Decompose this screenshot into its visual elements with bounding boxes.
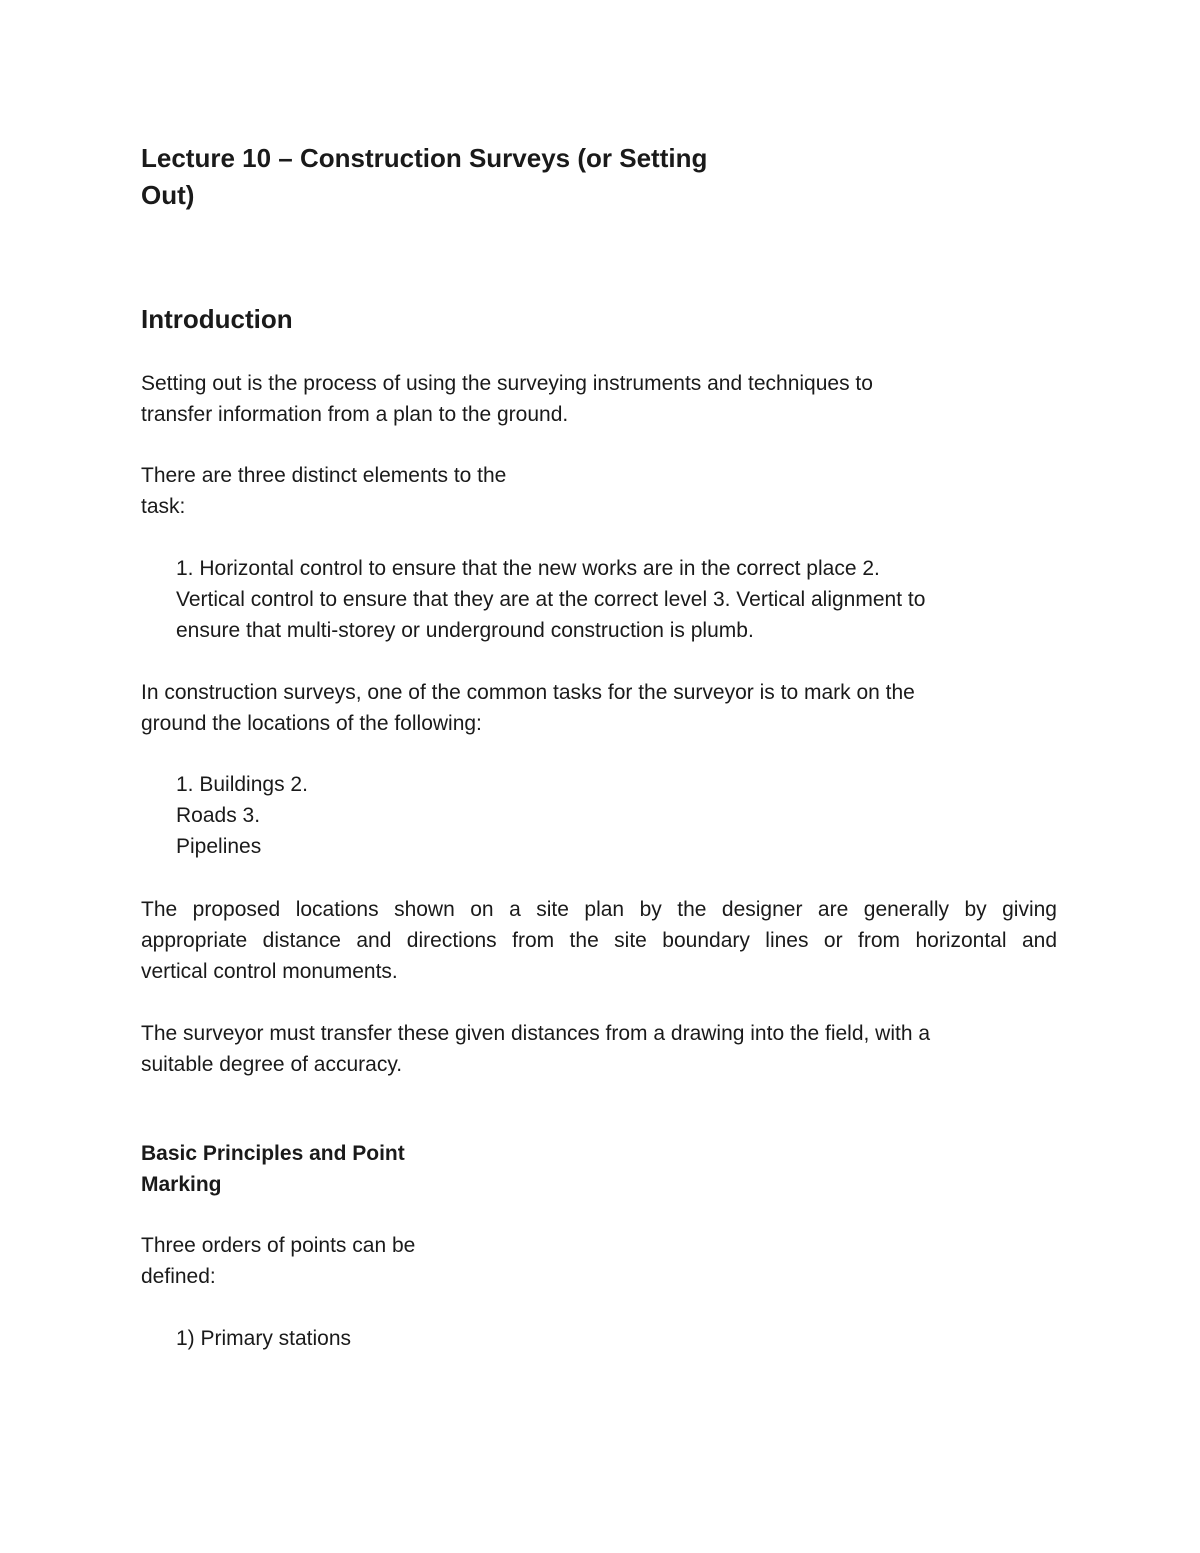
paragraph-line: There are three distinct elements to the [141,464,507,487]
list-line: 1. Buildings 2. [176,773,308,796]
paragraph-line: The proposed locations shown on a site plan by the designer are generally by giving [141,898,1057,921]
title-line: Lecture 10 – Construction Surveys (or Setting [141,143,708,173]
paragraph-line: ground the locations of the following: [141,712,482,735]
paragraph-line: vertical control monuments. [141,960,398,983]
section-heading-basic-principles [141,1138,405,1200]
title-line: Out) [141,180,195,210]
paragraph-line: task: [141,495,186,518]
list-line: 1) Primary stations [176,1327,352,1350]
list-line: 1. Horizontal control to ensure that the new works are in the correct place 2. [176,557,880,580]
list-line: Vertical control to ensure that they are at the correct level 3. Vertical alignment to [176,588,926,611]
paragraph-line: Setting out is the process of using the surveying instruments and techniques to [141,372,873,395]
page-title [141,140,707,214]
list-line: Pipelines [176,835,262,858]
paragraph-line: Three orders of points can be [141,1234,416,1257]
paragraph-common-tasks [141,677,915,739]
paragraph-three-elements [141,460,506,522]
list-locations [176,769,308,862]
section-heading-introduction: Introduction [141,304,293,334]
list-point-orders [176,1323,351,1354]
paragraph-line: transfer information from a plan to the ground. [141,403,569,426]
paragraph-line: The surveyor must transfer these given distances from a drawing into the field, with a [141,1022,931,1045]
paragraph-line: In construction surveys, one of the common tasks for the surveyor is to mark on the [141,681,915,704]
paragraph-line: suitable degree of accuracy. [141,1053,403,1076]
list-line: Roads 3. [176,804,261,827]
heading-line: Basic Principles and Point [141,1142,405,1165]
paragraph-surveyor-transfer [141,1018,930,1080]
paragraph-line: defined: [141,1265,216,1288]
paragraph-line: appropriate distance and directions from the site boundary lines or from horizontal and [141,929,1057,952]
list-control-elements [176,553,925,646]
heading-line: Marking [141,1173,222,1196]
paragraph-setting-out-definition [141,368,873,430]
paragraph-proposed-locations [141,894,1057,987]
paragraph-three-orders [141,1230,415,1292]
list-line: ensure that multi-storey or underground construction is plumb. [176,619,754,642]
